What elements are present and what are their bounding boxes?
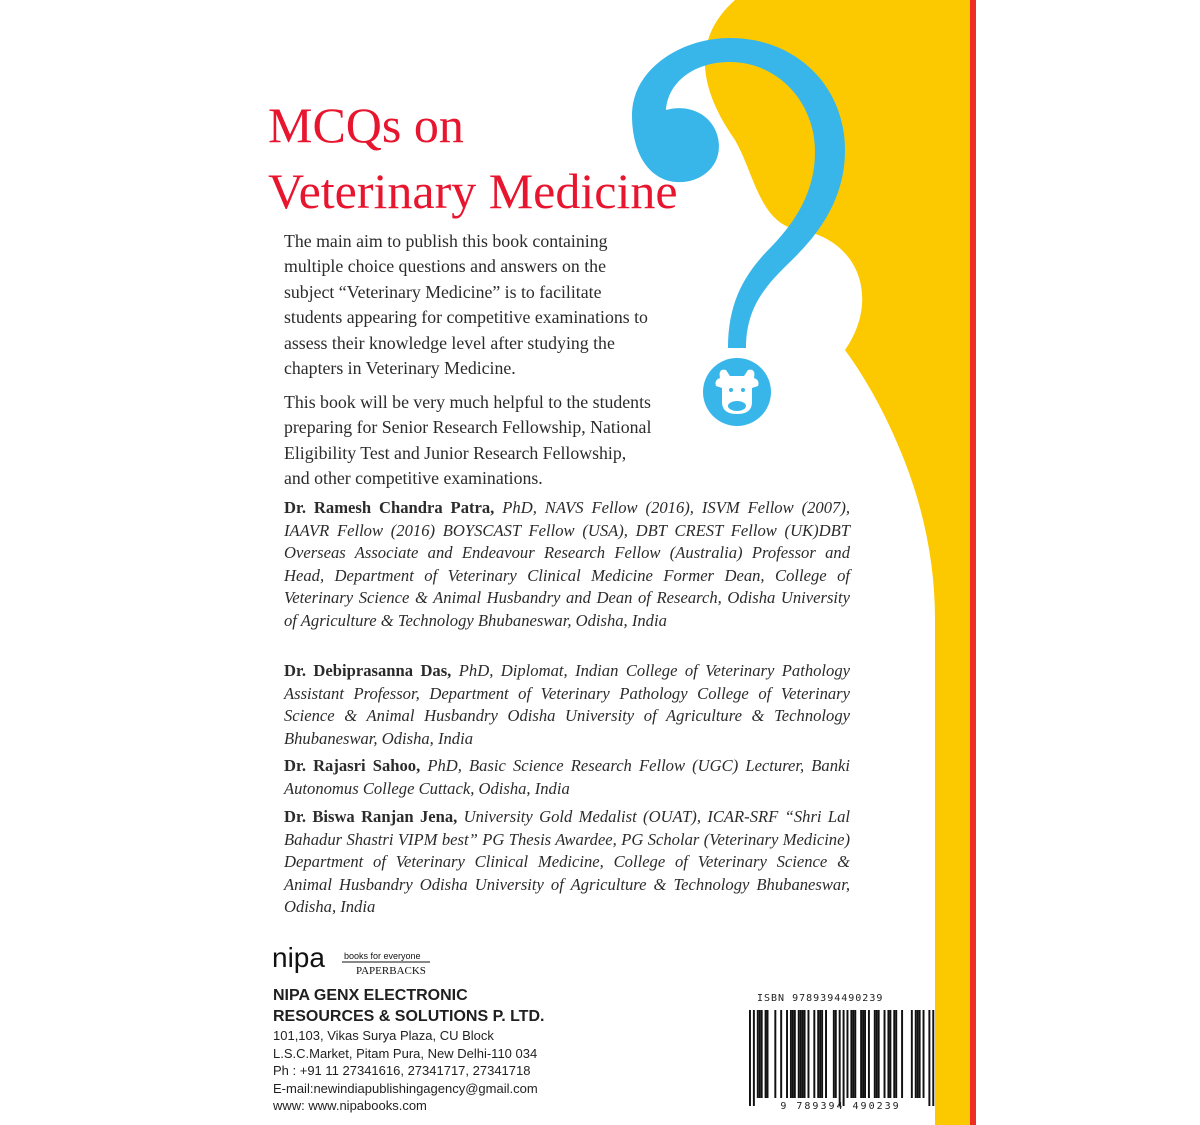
barcode-bar — [917, 1010, 919, 1098]
text-line: preparing for Senior Research Fellowship, National — [284, 417, 652, 438]
text-line: multiple choice questions and answers on the — [284, 256, 606, 277]
text-line: students appearing for competitive examinations to — [284, 307, 648, 328]
barcode-bar — [839, 1010, 841, 1106]
author-bio: University Gold Medalist (OUAT), ICAR-SRF “Shri Lal Bahadur Shastri VIPM best” PG Thesis Awardee, PG Scholar (Veterinary Medicine) Department of Veterinary Clinical Medicine, College of Veterinary Science & Animal Husbandry Odisha University of Agriculture & Technology Bhubaneswar, Odisha, India — [284, 807, 850, 917]
book-title-line-2: Veterinary Medicine — [268, 163, 678, 219]
barcode-bar — [835, 1010, 837, 1098]
barcode-bar — [876, 1010, 878, 1098]
barcode-bar — [852, 1010, 854, 1098]
barcode-bar — [819, 1010, 821, 1098]
barcode-bar — [780, 1010, 782, 1098]
nipa-logo — [272, 943, 432, 984]
author-name: Dr. Biswa Ranjan Jena, — [284, 807, 458, 826]
cow-icon — [703, 358, 771, 426]
barcode-bar — [915, 1010, 917, 1098]
barcode-bar — [753, 1010, 755, 1106]
barcode-bar — [887, 1010, 889, 1098]
text-line: chapters in Veterinary Medicine. — [284, 358, 516, 379]
barcode-bar — [901, 1010, 903, 1098]
barcode-bar — [833, 1010, 835, 1098]
barcode — [749, 1010, 934, 1106]
publisher-email: E-mail:newindiapublishingagency@gmail.com — [273, 1080, 538, 1096]
text-line: The main aim to publish this book containing — [284, 231, 608, 251]
publisher-phone: Ph : +91 11 27341616, 27341717, 27341718 — [273, 1063, 531, 1079]
barcode-bar — [774, 1010, 776, 1098]
barcode-bar — [878, 1010, 880, 1098]
barcode-bar — [928, 1010, 930, 1106]
barcode-bar — [864, 1010, 866, 1098]
barcode-bar — [862, 1010, 864, 1098]
barcode-bar — [761, 1010, 763, 1098]
barcode-bar — [813, 1010, 815, 1098]
barcode-bar — [821, 1010, 823, 1098]
barcode-bar — [911, 1010, 913, 1098]
barcode-bar — [843, 1010, 845, 1106]
barcode-bar — [825, 1010, 827, 1098]
barcode-bar — [792, 1010, 794, 1098]
barcode-bar — [804, 1010, 806, 1098]
barcode-bar — [798, 1010, 800, 1098]
publisher-name: NIPA GENX ELECTRONIC — [273, 987, 468, 1004]
spine-red-strip — [970, 0, 976, 1125]
intro-paragraph-1 — [284, 229, 648, 381]
barcode-number: 9 789394 490239 — [780, 1101, 901, 1112]
author-name: Dr. Rajasri Sahoo, — [284, 756, 421, 775]
barcode-bar — [765, 1010, 767, 1098]
barcode-bar — [893, 1010, 895, 1098]
barcode-bar — [767, 1010, 769, 1098]
barcode-bar — [923, 1010, 925, 1098]
barcode-bar — [817, 1010, 819, 1098]
barcode-bar — [759, 1010, 761, 1098]
barcode-bar — [850, 1010, 852, 1098]
logo-wordmark: nipa — [272, 943, 325, 973]
barcode-bar — [854, 1010, 856, 1098]
isbn-label: ISBN 9789394490239 — [757, 993, 884, 1004]
author-name: Dr. Debiprasanna Das, — [284, 661, 452, 680]
publisher-address: 101,103, Vikas Surya Plaza, CU Block — [273, 1028, 494, 1043]
author-bio: PhD, Basic Science Research Fellow (UGC) Lecturer, Banki Autonomus College Cuttack, Odisha, India — [284, 756, 850, 798]
barcode-bar — [808, 1010, 810, 1098]
publisher-address: L.S.C.Market, Pitam Pura, New Delhi-110 034 — [273, 1045, 538, 1061]
barcode-bar — [884, 1010, 886, 1098]
logo-tagline: books for everyone — [344, 951, 421, 961]
logo-imprint: PAPERBACKS — [356, 965, 426, 977]
author-name: Dr. Ramesh Chandra Patra, — [284, 498, 495, 517]
author-entry — [284, 806, 850, 919]
intro-paragraph-2 — [284, 390, 651, 492]
author-entry — [284, 497, 850, 633]
publisher-name: RESOURCES & SOLUTIONS P. LTD. — [273, 1008, 545, 1025]
text-line: Eligibility Test and Junior Research Fellowship, — [284, 442, 627, 463]
author-bio: PhD, Diplomat, Indian College of Veterinary Pathology Assistant Professor, Department of Veterinary Pathology College of Veterinary Science & Animal Husbandry Odisha University of Agriculture & Technology Bhubaneswar, Odisha, India — [284, 661, 850, 748]
barcode-bar — [868, 1010, 870, 1098]
text-line: assess their knowledge level after studying the — [284, 332, 615, 353]
text-line: This book will be very much helpful to the students — [284, 392, 651, 412]
barcode-bar — [860, 1010, 862, 1098]
barcode-bar — [889, 1010, 891, 1098]
author-entry — [284, 755, 850, 800]
text-line: subject “Veterinary Medicine” is to facilitate — [284, 281, 602, 302]
barcode-bar — [895, 1010, 897, 1098]
barcode-bar — [932, 1010, 934, 1106]
barcode-bar — [847, 1010, 849, 1098]
barcode-bar — [757, 1010, 759, 1098]
author-entry — [284, 660, 850, 750]
barcode-bar — [790, 1010, 792, 1098]
publisher-block — [273, 985, 544, 1115]
book-title-line-1: MCQs on — [268, 97, 464, 153]
barcode-bar — [802, 1010, 804, 1098]
barcode-bar — [800, 1010, 802, 1098]
barcode-bar — [874, 1010, 876, 1098]
author-bio: PhD, NAVS Fellow (2016), ISVM Fellow (2007), IAAVR Fellow (2016) BOYSCAST Fellow (USA), DBT CREST Fellow (UK)DBT Overseas Associate and Endeavour Research Fellow (Australia) Professor and Head, Department of Veterinary Clinical Medicine Former Dean, College of Veterinary Science & Animal Husbandry and Dean of Research, Odisha University of Agriculture & Technology Bhubaneswar, Odisha, India — [284, 498, 850, 630]
barcode-bar — [919, 1010, 921, 1098]
text-line: and other competitive examinations. — [284, 468, 543, 489]
publisher-website: www: www.nipabooks.com — [273, 1098, 427, 1114]
barcode-bar — [794, 1010, 796, 1098]
barcode-bar — [786, 1010, 788, 1098]
barcode-bar — [749, 1010, 751, 1106]
